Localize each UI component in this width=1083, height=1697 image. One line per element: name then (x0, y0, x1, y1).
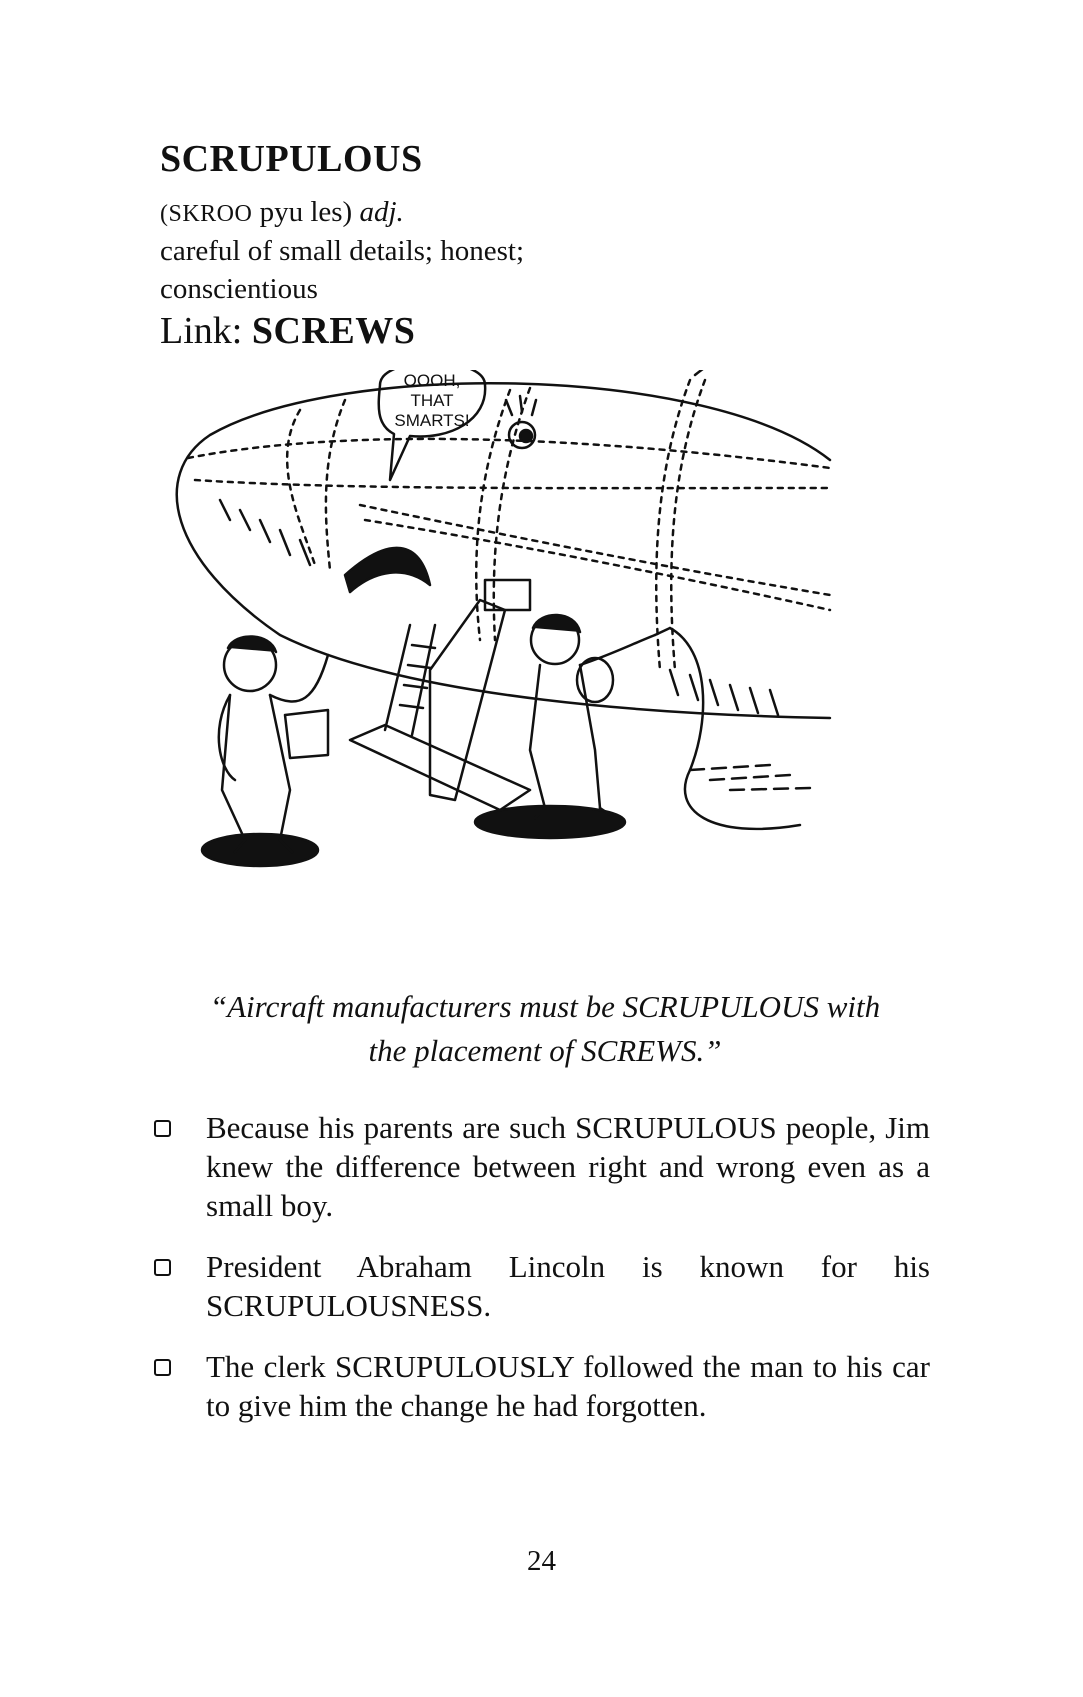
worker-right (475, 615, 670, 838)
speech-bubble-line-3: SMARTS! (394, 411, 470, 430)
cartoon-illustration (150, 370, 930, 950)
pronunciation (160, 195, 404, 230)
aircraft-mouth (345, 548, 430, 592)
worker-left (202, 636, 328, 866)
checkbox-icon (154, 1359, 171, 1376)
definition (160, 232, 760, 308)
sentence-text: The clerk SCRUPULOUSLY followed the man to his car to give him the change he had forgotten. (206, 1349, 930, 1423)
page-number: 24 (527, 1545, 556, 1577)
entry-word: SCRUPULOUS (160, 138, 423, 180)
checkbox-icon (154, 1259, 171, 1276)
link-word: SCREWS (251, 310, 416, 352)
example-sentences (150, 1108, 930, 1447)
speech-bubble-line-2: THAT (410, 391, 454, 410)
definition-line-1: careful of small details; honest; (160, 235, 525, 267)
list-item (150, 1247, 930, 1325)
speech-bubble-line-1: OOOH, (403, 371, 461, 390)
link-label: Link: (160, 310, 243, 352)
checkbox-icon (154, 1120, 171, 1137)
caption-line-2: the placement of SCREWS.” (368, 1033, 722, 1068)
pronunciation-rest: pyu les) (252, 196, 360, 228)
sentence-text: Because his parents are such SCRUPULOUS people, Jim knew the difference between right and wrong even as a small boy. (206, 1110, 930, 1223)
part-of-speech: adj. (359, 196, 404, 228)
link-line (160, 312, 415, 350)
list-item (150, 1108, 930, 1225)
sentence-text: President Abraham Lincoln is known for his SCRUPULOUSNESS. (206, 1249, 930, 1323)
definition-line-2: conscientious (160, 273, 318, 305)
caption (140, 985, 950, 1073)
list-item (150, 1347, 930, 1425)
caption-line-1: “Aircraft manufacturers must be SCRUPULOUS with (209, 989, 881, 1024)
pronunciation-smallcaps: (SKROO (160, 201, 253, 227)
